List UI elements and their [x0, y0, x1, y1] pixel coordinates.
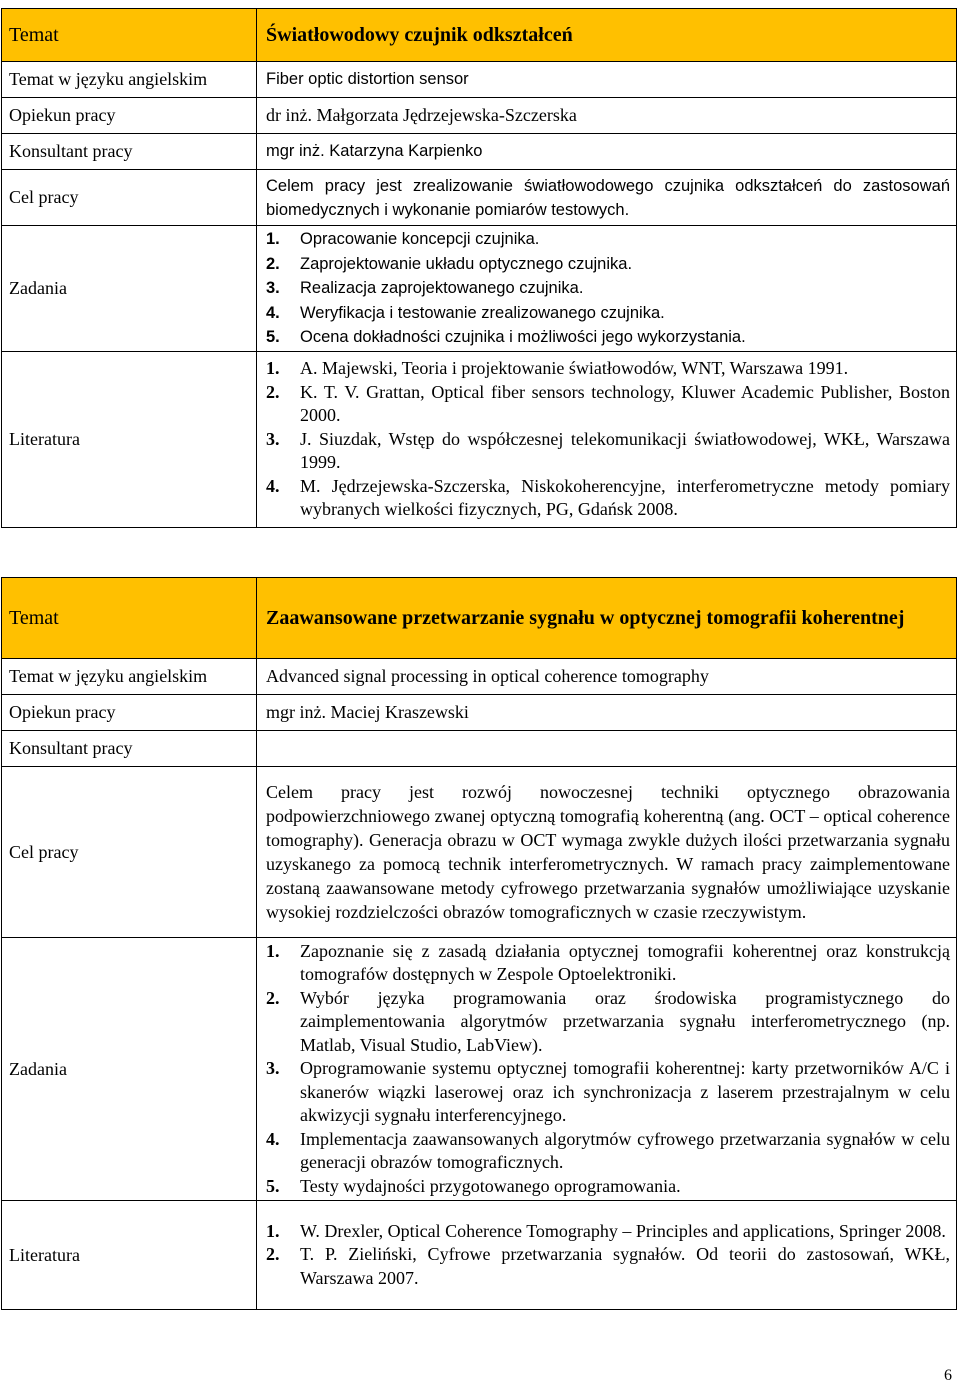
konsultant-value — [257, 731, 957, 767]
temat-label: Temat — [2, 9, 257, 62]
cel-label: Cel pracy — [2, 170, 257, 226]
list-item: 4. M. Jędrzejewska-Szczerska, Niskokoherencyjne, interferometryczne metody pomiary wybranych wielkości fizycznych, PG, Gdańsk 2008. — [266, 475, 950, 520]
list-item: 2. Wybór języka programowania oraz środowiska programistycznego do zaimplementowania algorytmów przetwarzania sygnału interferometrycznego (np. Matlab, Visual Studio, LabView). — [266, 987, 950, 1055]
list-item: 3. Realizacja zaprojektowanego czujnika. — [266, 279, 584, 298]
literatura-list — [257, 352, 957, 528]
opiekun-value: dr inż. Małgorzata Jędrzejewska-Szczerska — [257, 98, 957, 134]
list-item: 3. Oprogramowanie systemu optycznej tomografii koherentnej: karty przetworników A/C i skanerów wiązki laserowej oraz ich synchronizacja z laserem przestrajalnym w celu akwizycji sygnału interferencyjnego. — [266, 1058, 950, 1126]
opiekun-label: Opiekun pracy — [2, 98, 257, 134]
list-item: 3. J. Siuzdak, Wstęp do współczesnej telekomunikacji światłowodowej, WKŁ, Warszawa 1999. — [266, 428, 950, 473]
zadania-label: Zadania — [2, 938, 257, 1201]
list-item: 4. Implementacja zaawansowanych algorytmów cyfrowego przetwarzania sygnałów w celu generacji obrazów tomograficznych. — [266, 1128, 950, 1173]
list-item: 2. T. P. Zieliński, Cyfrowe przetwarzania sygnałów. Od teorii do zastosowań, WKŁ, Warszawa 2007. — [266, 1244, 950, 1288]
temat-en-label: Temat w języku angielskim — [2, 659, 257, 695]
list-item: 1. A. Majewski, Teoria i projektowanie światłowodów, WNT, Warszawa 1991. — [266, 358, 849, 379]
temat-value: Zaawansowane przetwarzanie sygnału w optycznej tomografii koherentnej — [257, 578, 957, 659]
list-item: 2. Zaprojektowanie układu optycznego czujnika. — [266, 254, 633, 273]
konsultant-label: Konsultant pracy — [2, 134, 257, 170]
konsultant-label: Konsultant pracy — [2, 731, 257, 767]
opiekun-value: mgr inż. Maciej Kraszewski — [257, 695, 957, 731]
temat-label: Temat — [2, 578, 257, 659]
cel-value: Celem pracy jest rozwój nowoczesnej techniki optycznego obrazowania podpowierzchniowego zwanej optyczną tomografią koherentną (ang. OCT – optical coherence tomography). Generacja obrazu w OCT wymaga zwykle dużych ilości przetwarzania sygnału uzyskanego za pomocą technik interferometrycznych. W ramach pracy zaimplementowane zostaną zaawansowane metody cyfrowego przetwarzania sygnałów umożliwiające uzyskanie wysokiej rozdzielczości obrazów tomograficznych w czasie rzeczywistym. — [257, 767, 957, 938]
topic-table-1 — [1, 8, 957, 528]
page-number: 6 — [944, 1367, 952, 1384]
temat-value: Światłowodowy czujnik odkształceń — [257, 9, 957, 62]
literatura-label: Literatura — [2, 1201, 257, 1310]
list-item: 5. Ocena dokładności czujnika i możliwości jego wykorzystania. — [266, 328, 746, 347]
temat-en-value: Fiber optic distortion sensor — [257, 62, 957, 98]
temat-en-value: Advanced signal processing in optical coherence tomography — [257, 659, 957, 695]
cel-value: Celem pracy jest zrealizowanie światłowodowego czujnika odkształceń do zastosowań biomedycznych i wykonanie pomiarów testowych. — [257, 170, 957, 226]
list-item: 1. Opracowanie koncepcji czujnika. — [266, 230, 540, 249]
topic-table-2 — [1, 577, 957, 1310]
zadania-list — [257, 226, 957, 352]
literatura-list — [257, 1201, 957, 1310]
literatura-label: Literatura — [2, 352, 257, 528]
list-item: 1. Zapoznanie się z zasadą działania optycznej tomografii koherentnej oraz konstrukcją tomografów dostępnych w Zespole Optoelektroniki. — [266, 940, 950, 985]
list-item: 4. Weryfikacja i testowanie zrealizowanego czujnika. — [266, 303, 665, 322]
opiekun-label: Opiekun pracy — [2, 695, 257, 731]
temat-en-label: Temat w języku angielskim — [2, 62, 257, 98]
cel-label: Cel pracy — [2, 767, 257, 938]
zadania-list — [257, 938, 957, 1201]
list-item: 5. Testy wydajności przygotowanego oprogramowania. — [266, 1175, 681, 1196]
list-item: 1. W. Drexler, Optical Coherence Tomography – Principles and applications, Springer 2008. — [266, 1220, 946, 1241]
list-item: 2. K. T. V. Grattan, Optical fiber sensors technology, Kluwer Academic Publisher, Boston 2000. — [266, 381, 950, 426]
konsultant-value: mgr inż. Katarzyna Karpienko — [257, 134, 957, 170]
zadania-label: Zadania — [2, 226, 257, 352]
